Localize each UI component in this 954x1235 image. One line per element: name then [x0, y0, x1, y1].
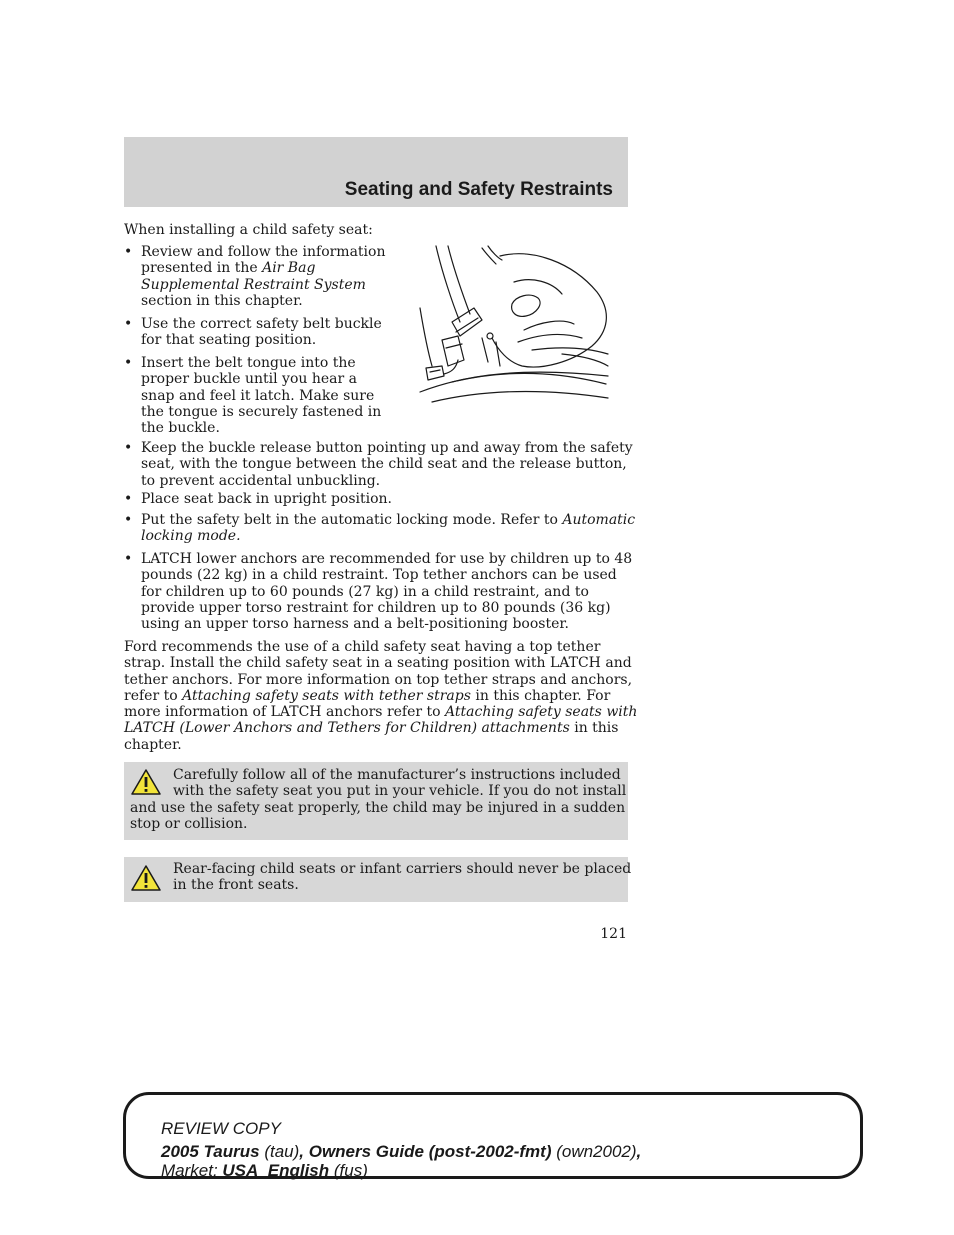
seat-belt-buckle-illustration	[412, 242, 612, 410]
warning-line: with the safety seat you put in your vehicle. If you do not install	[173, 783, 627, 800]
list-item-line: Review and follow the information	[141, 244, 386, 260]
list-item	[124, 355, 384, 439]
list-item-line: Place seat back in upright position.	[141, 491, 392, 507]
model-code: (tau)	[259, 1142, 300, 1161]
bullet-symbol: •	[124, 440, 133, 456]
list-item-line: the buckle.	[141, 420, 220, 437]
list-item-line: provide upper torso restraint for children up to 80 pounds (36 kg)	[141, 599, 611, 616]
list-item-line: for children up to 60 pounds (27 kg) in a child restraint, and to	[141, 583, 589, 600]
list-item	[124, 244, 384, 314]
paragraph-line: strap. Install the child safety seat in a seating position with LATCH and	[124, 655, 632, 672]
bullet-symbol: •	[124, 491, 133, 507]
intro-text: When installing a child safety seat:	[124, 222, 373, 238]
list-item	[124, 512, 636, 546]
paragraph-line: in this chapter. For	[470, 687, 611, 704]
paragraph-line: Ford recommends the use of a child safety seat having a top tether	[124, 639, 601, 655]
list-item-line: presented in the	[141, 260, 263, 277]
list-item-line: Use the correct safety belt buckle	[141, 316, 382, 332]
market-info-line	[161, 1161, 368, 1180]
list-item-line: using an upper torso harness and a belt-positioning booster.	[141, 616, 569, 633]
list-item-line: section in this chapter.	[141, 292, 303, 309]
review-copy-label	[161, 1119, 281, 1138]
list-item	[124, 491, 624, 509]
review-label: REVIEW COPY	[161, 1119, 281, 1138]
separator: ,	[636, 1142, 642, 1161]
cross-reference-link[interactable]: Attaching safety seats with	[445, 704, 638, 721]
guide-name: , Owners Guide (post-2002-fmt)	[299, 1142, 552, 1161]
market-code: (fus)	[329, 1161, 368, 1180]
warning-box	[124, 762, 628, 840]
warning-line: stop or collision.	[130, 815, 248, 832]
bullet-symbol: •	[124, 512, 133, 528]
list-item-line: LATCH lower anchors are recommended for use by children up to 48	[141, 551, 633, 567]
list-item-line: Keep the buckle release button pointing up and away from the safety	[141, 440, 633, 456]
list-item-italic: Supplemental Restraint System	[141, 276, 366, 293]
paragraph-line: more information of LATCH anchors refer to	[124, 704, 446, 721]
guide-code: (own2002)	[551, 1142, 637, 1161]
body-paragraph	[124, 639, 638, 753]
list-item-line: proper buckle until you hear a	[141, 371, 357, 388]
section-header-bar	[124, 137, 628, 207]
model-name: 2005 Taurus	[161, 1142, 260, 1161]
list-item-line: Put the safety belt in the automatic locking mode. Refer to	[141, 512, 563, 528]
bullet-symbol: •	[124, 244, 133, 260]
cross-reference-link[interactable]: Automatic	[562, 512, 636, 528]
paragraph-line: in this	[569, 720, 619, 737]
bullet-symbol: •	[124, 355, 133, 371]
page-number: 121	[600, 926, 627, 942]
list-item-line: pounds (22 kg) in a child restraint. Top tether anchors can be used	[141, 567, 617, 584]
warning-line: and use the safety seat properly, the child may be injured in a sudden	[130, 799, 626, 816]
paragraph-line: chapter.	[124, 736, 182, 753]
market-label: Market:	[161, 1161, 223, 1180]
document-info-line	[161, 1142, 641, 1161]
list-item	[124, 316, 384, 350]
paragraph-line: tether anchors. For more information on top tether straps and anchors,	[124, 671, 633, 688]
cross-reference-link[interactable]: Attaching safety seats with tether straps	[182, 687, 471, 704]
market-name: USA_English	[222, 1161, 330, 1180]
warning-line: Carefully follow all of the manufacturer’s instructions included	[173, 767, 621, 783]
list-item-line: Insert the belt tongue into the	[141, 355, 356, 371]
section-title: Seating and Safety Restraints	[344, 179, 613, 200]
warning-line: Rear-facing child seats or infant carriers should never be placed	[173, 861, 632, 877]
warning-line: in the front seats.	[173, 877, 299, 894]
bullet-symbol: •	[124, 551, 133, 567]
warning-box	[124, 857, 632, 902]
bullet-symbol: •	[124, 316, 133, 332]
list-item-line: seat, with the tongue between the child seat and the release button,	[141, 456, 627, 473]
list-item-line: snap and feel it latch. Make sure	[141, 387, 375, 404]
cross-reference-link[interactable]: LATCH (Lower Anchors and Tethers for Children) attachments	[124, 720, 570, 737]
list-item-line: for that seating position.	[141, 332, 317, 349]
list-item-line: to prevent accidental unbuckling.	[141, 472, 381, 489]
list-item	[124, 551, 633, 635]
list-item-line: the tongue is securely fastened in	[141, 403, 382, 420]
paragraph-line: refer to	[124, 687, 183, 704]
list-item-italic: Air Bag	[262, 260, 316, 277]
list-item	[124, 440, 633, 490]
cross-reference-link[interactable]: locking mode.	[141, 528, 241, 545]
